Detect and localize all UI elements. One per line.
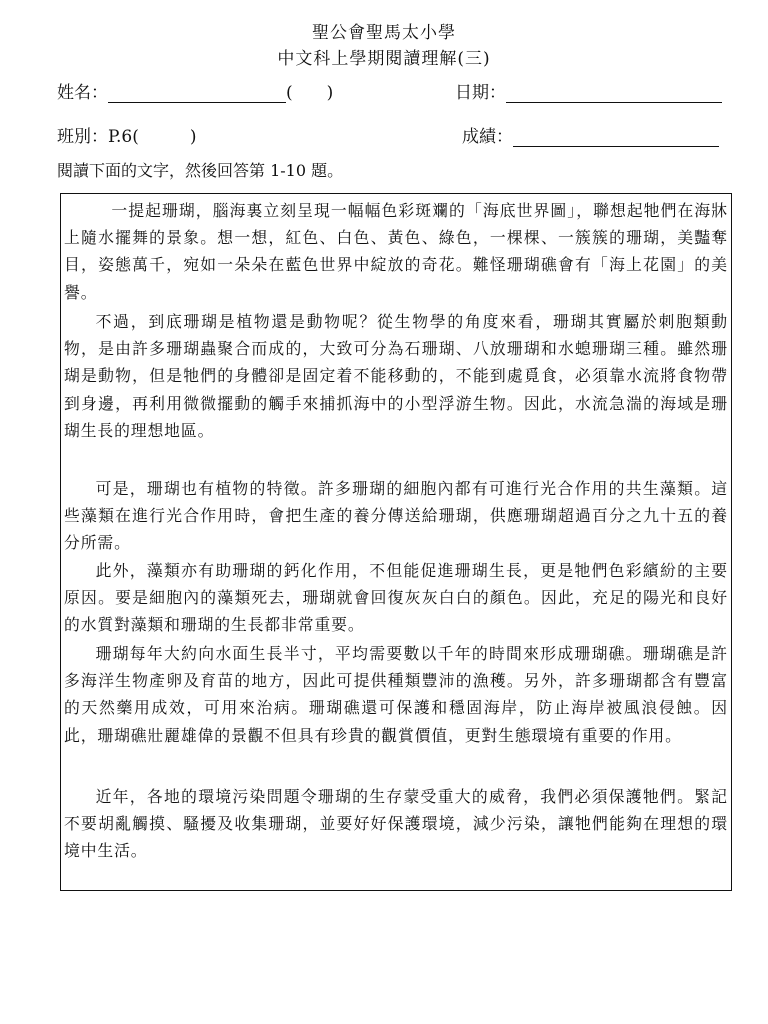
class-label: 班別：P.6( ) (57, 127, 197, 147)
passage-paragraph-6: 近年，各地的環境污染問題令珊瑚的生存蒙受重大的威脅，我們必須保護牠們。緊記不要胡亂觸摸、騷擾及收集珊瑚，並要好好保護環境，減少污染，讓牠們能夠在理想的環境中生活。 (64, 787, 728, 861)
class-number-paren: ( ) (286, 83, 334, 103)
name-blank[interactable] (108, 84, 286, 103)
passage-paragraph-5: 珊瑚每年大約向水面生長半寸，平均需要數以千年的時間來形成珊瑚礁。珊瑚礁是許多海洋生物產卵及育苗的地方，因此可提供種類豐沛的漁穫。另外，許多珊瑚都含有豐富的天然藥用成效，可用來治病。珊瑚礁還可保護和穩固海岸，防止海岸被風浪侵蝕。因此，珊瑚礁壯麗雄偉的景觀不但具有珍貴的觀賞價值，更對生態環境有重要的作用。 (64, 644, 728, 745)
name-field (57, 78, 333, 103)
name-label: 姓名： (57, 83, 108, 103)
instruction-text: 閱讀下面的文字，然後回答第 1-10 題。 (57, 161, 344, 180)
passage-paragraph-3: 可是，珊瑚也有植物的特徵。許多珊瑚的細胞內都有可進行光合作用的共生藻類。這些藻類在進行光合作用時，會把生產的養分傳送給珊瑚，供應珊瑚超過百分之九十五的養分所需。 (64, 479, 728, 553)
passage-paragraph-2: 不過，到底珊瑚是植物還是動物呢？從生物學的角度來看，珊瑚其實屬於刺胞類動物，是由許多珊瑚蟲聚合而成的，大致可分為石珊瑚、八放珊瑚和水螅珊瑚三種。雖然珊瑚是動物，但是牠們的身體卻是固定着不能移動的，不能到處覓食，必須靠水流將食物帶到身邊，再利用微微擺動的觸手來捕抓海中的小型浮游生物。因此，水流急湍的海域是珊瑚生長的理想地區。 (64, 312, 728, 440)
class-field (57, 122, 196, 147)
school-name: 聖公會聖馬太小學 (312, 23, 456, 43)
passage-paragraph-1: 一提起珊瑚，腦海裏立刻呈現一幅幅色彩斑斕的「海底世界圖」，聯想起牠們在海牀上隨水擺舞的景象。想一想，紅色、白色、黃色、綠色，一棵棵、一簇簇的珊瑚，美豔奪目，姿態萬千，宛如一朵朵在藍色世界中綻放的奇花。難怪珊瑚礁會有「海上花園」的美譽。 (64, 201, 728, 302)
date-field (455, 78, 722, 103)
score-label: 成績： (462, 127, 513, 147)
score-blank[interactable] (513, 128, 719, 147)
date-blank[interactable] (506, 84, 722, 103)
score-field (462, 122, 719, 147)
worksheet-title: 中文科上學期閱讀理解(三) (277, 49, 491, 69)
date-label: 日期： (455, 83, 506, 103)
passage-paragraph-4: 此外，藻類亦有助珊瑚的鈣化作用，不但能促進珊瑚生長，更是牠們色彩繽紛的主要原因。要是細胞內的藻類死去，珊瑚就會回復灰灰白白的顏色。因此，充足的陽光和良好的水質對藻類和珊瑚的生長都非常重要。 (64, 561, 728, 635)
